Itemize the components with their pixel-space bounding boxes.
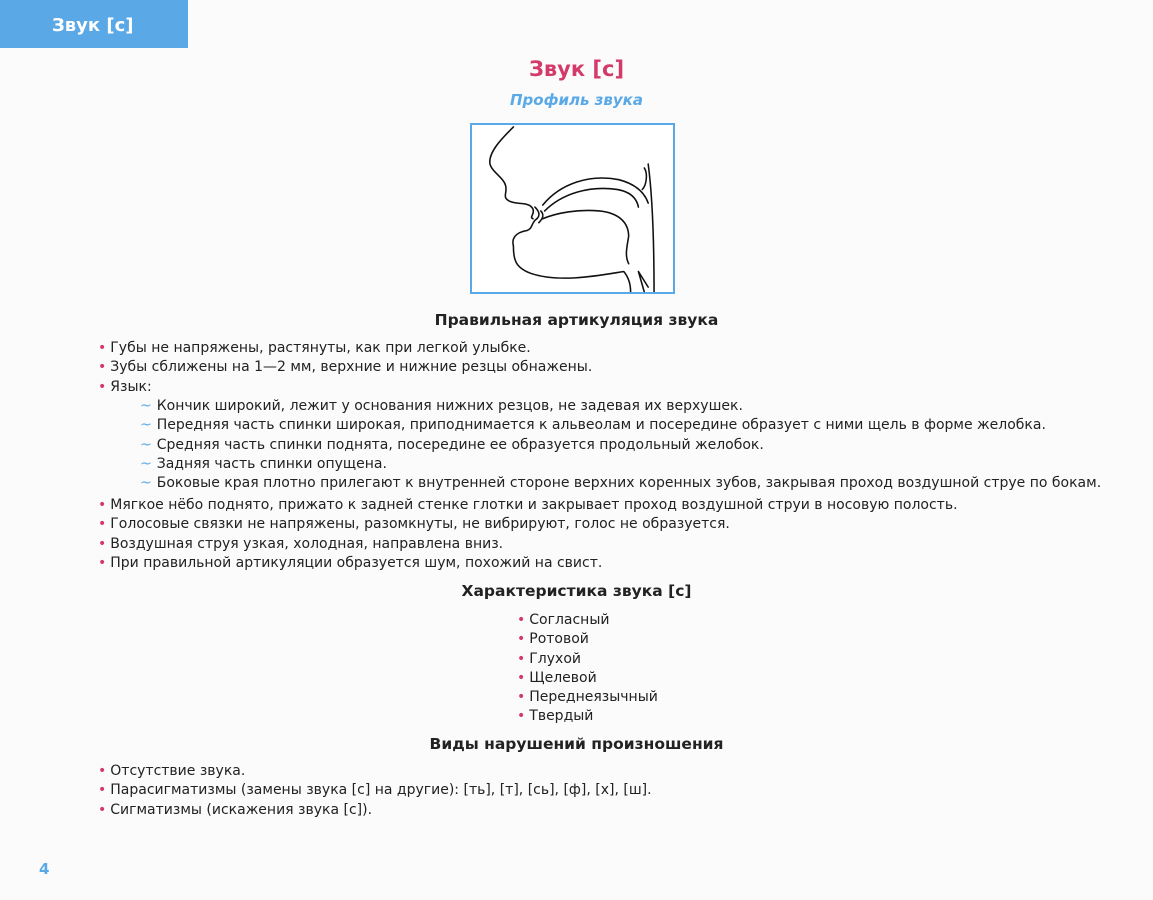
list-item: • Губы не напряжены, растянуты, как при легкой улыбке.	[98, 339, 592, 358]
list-item: • При правильной артикуляции образуется шум, похожий на свист.	[98, 554, 958, 573]
list-item: • Язык:	[98, 378, 592, 397]
list-item: ~ Кончик широкий, лежит у основания нижних резцов, не задевая их верхушек.	[98, 397, 1101, 416]
articulation-profile-drawing	[472, 125, 673, 292]
list-item: ~ Боковые края плотно прилегают к внутренней стороне верхних коренных зубов, закрывая проход воздушной струе по бокам.	[98, 474, 1101, 493]
sound-profile-figure	[470, 123, 675, 294]
list-item: • Голосовые связки не напряжены, разомкнуты, не вибрируют, голос не образуется.	[98, 515, 958, 534]
characteristics-list	[517, 611, 658, 727]
articulation-heading: Правильная артикуляция звука	[434, 311, 719, 329]
list-item: • Согласный	[517, 611, 658, 630]
articulation-list-bottom	[98, 496, 958, 573]
list-item: ~ Средняя часть спинки поднята, посередине ее образуется продольный желобок.	[98, 436, 1101, 455]
list-item: • Зубы сближены на 1—2 мм, верхние и нижние резцы обнажены.	[98, 358, 592, 377]
page-subtitle: Профиль звука	[510, 91, 643, 109]
disorders-list	[98, 762, 652, 820]
articulation-list	[98, 339, 592, 397]
list-item: • Ротовой	[517, 630, 658, 649]
disorders-heading: Виды нарушений произношения	[429, 735, 724, 753]
list-item: • Отсутствие звука.	[98, 762, 652, 781]
list-item: • Переднеязычный	[517, 688, 658, 707]
list-item: • Мягкое нёбо поднято, прижато к задней стенке глотки и закрывает проход воздушной струи в носовую полость.	[98, 496, 958, 515]
list-item: ~ Передняя часть спинки широкая, приподнимается к альвеолам и посередине образует с ними щель в форме желобка.	[98, 416, 1101, 435]
list-item: • Парасигматизмы (замены звука [с] на другие): [ть], [т], [сь], [ф], [х], [ш].	[98, 781, 652, 800]
page-number: 4	[39, 860, 50, 878]
list-item: • Твердый	[517, 707, 658, 726]
section-tab	[0, 0, 188, 48]
characteristics-heading: Характеристика звука [с]	[461, 582, 692, 600]
tongue-sublist	[98, 397, 1101, 493]
list-item: • Сигматизмы (искажения звука [с]).	[98, 801, 652, 820]
page-title: Звук [с]	[528, 57, 625, 81]
section-tab-label: Звук [с]	[52, 15, 134, 36]
list-item: • Глухой	[517, 650, 658, 669]
list-item: ~ Задняя часть спинки опущена.	[98, 455, 1101, 474]
list-item: • Щелевой	[517, 669, 658, 688]
list-item: • Воздушная струя узкая, холодная, направлена вниз.	[98, 535, 958, 554]
